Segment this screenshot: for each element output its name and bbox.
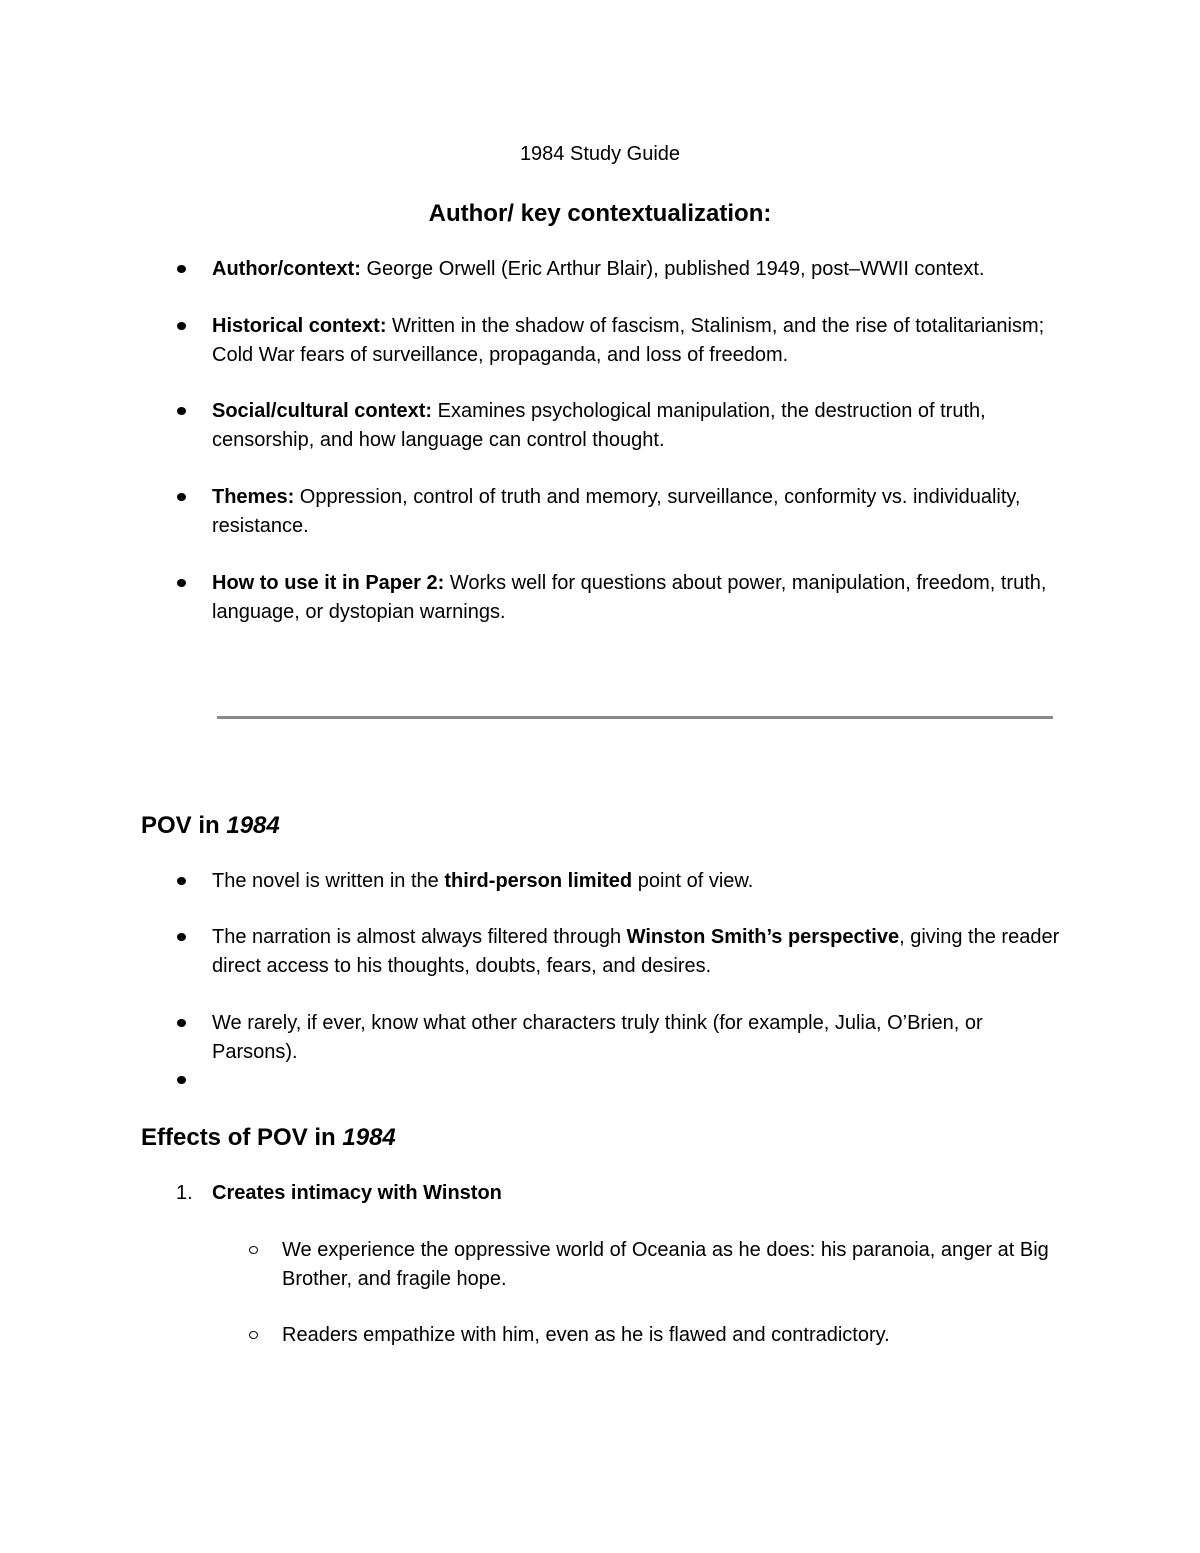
pov-item-bold: third-person limited [444,870,633,892]
effects-heading [141,1122,396,1154]
effects-sub-item [282,1321,1072,1350]
pov-item-text: We rarely, if ever, know what other characters truly think (for example, Julia, O’Brien, or Parsons). [212,1012,983,1063]
bullet-icon [177,1076,186,1084]
bullet-icon [177,407,186,415]
pov-item [212,1009,1072,1066]
bullet-icon [177,933,186,941]
context-item-text: Works well for questions about power, manipulation, freedom, truth, language, or dystopian warnings. [212,572,1047,623]
context-item-label: Social/cultural context: [212,400,433,422]
bullet-icon [177,493,186,501]
context-item-label: Author/context: [212,258,361,280]
pov-heading [141,810,280,842]
bullet-icon [177,877,186,885]
effects-heading-title: 1984 [342,1124,396,1151]
context-item [212,312,1072,369]
context-item-text: Oppression, control of truth and memory, surveillance, conformity vs. individuality, resistance. [212,486,1021,537]
effects-sub-item-text: Readers empathize with him, even as he is flawed and contradictory. [282,1324,890,1346]
context-item-label: Historical context: [212,315,387,337]
pov-item-text: , giving the reader direct access to his thoughts, doubts, fears, and desires. [212,926,1060,977]
context-item [212,255,1072,284]
context-item [212,483,1072,540]
context-item-text: George Orwell (Eric Arthur Blair), published 1949, post–WWII context. [360,258,985,280]
hollow-bullet-icon [249,1331,258,1339]
bullet-icon [177,322,186,330]
context-item [212,397,1072,454]
pov-item-text: point of view. [632,870,754,892]
effects-item-label: Creates intimacy with Winston [212,1182,502,1204]
bullet-icon [177,1019,186,1027]
context-item-text: Written in the shadow of fascism, Stalinism, and the rise of totalitarianism; Cold War fears of surveillance, propaganda, and loss of freedom. [212,315,1045,366]
effects-sub-item [282,1236,1072,1293]
bullet-icon [177,579,186,587]
document-title: 1984 Study Guide [519,143,681,165]
context-heading: Author/ key contextualization: [428,200,772,227]
effects-sub-item-text: We experience the oppressive world of Oceania as he does: his paranoia, anger at Big Brother, and fragile hope. [282,1239,1049,1290]
pov-item-text: The narration is almost always filtered through [212,926,627,948]
pov-item-text: The novel is written in the [212,870,445,892]
pov-item-bold: Winston Smith’s perspective [626,926,900,948]
effects-item [176,1179,1072,1208]
pov-heading-prefix: POV in [141,812,227,839]
context-item-text: Examines psychological manipulation, the destruction of truth, censorship, and how language can control thought. [212,400,986,451]
context-item-label: How to use it in Paper 2: [212,572,445,594]
list-number: 1. [176,1182,193,1204]
horizontal-divider [217,716,1053,719]
pov-item [212,923,1072,980]
bullet-icon [177,265,186,273]
effects-heading-prefix: Effects of POV in [141,1124,343,1151]
context-item-label: Themes: [212,486,295,508]
pov-heading-title: 1984 [226,812,280,839]
hollow-bullet-icon [249,1246,258,1254]
context-item [212,569,1072,626]
pov-item [212,867,1072,896]
